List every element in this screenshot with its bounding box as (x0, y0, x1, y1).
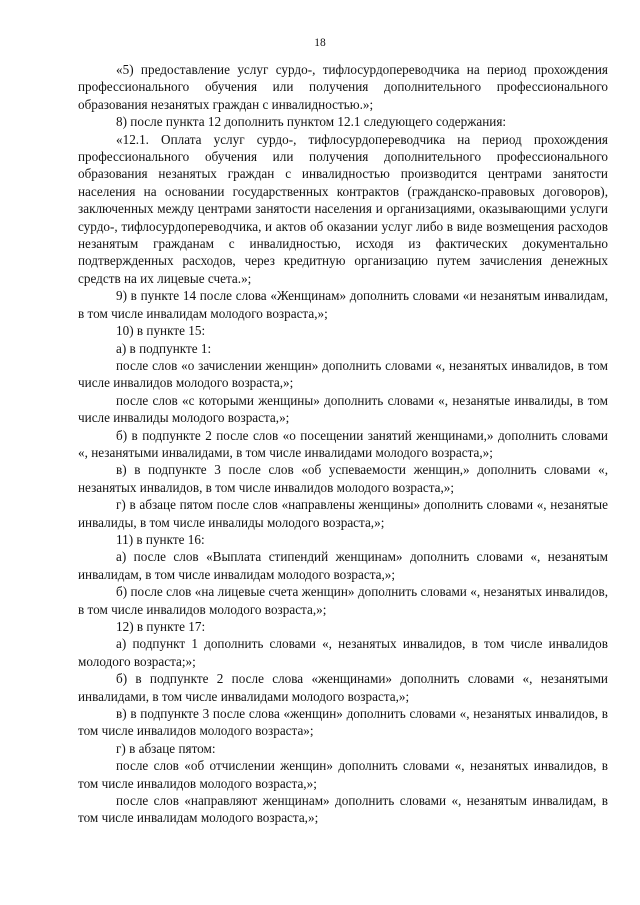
paragraph-11-b: б) после слов «на лицевые счета женщин» дополнить словами «, незанятых инвалидов, в том числе инвалидов молодого возраста,»; (78, 584, 608, 617)
paragraph-10-b: б) в подпункте 2 после слов «о посещении занятий женщинами,» дополнить словами «, незанятыми инвалидами, в том числе инвалидами молодого возраста,»; (78, 427, 608, 460)
paragraph-amendment-9: 9) в пункте 14 после слова «Женщинам» дополнить словами «и незанятым инвалидам, в том числе инвалидам молодого возраста,»; (78, 288, 608, 321)
paragraph-amendment-8: 8) после пункта 12 дополнить пунктом 12.1 следующего содержания: (116, 114, 507, 130)
paragraph-item-5-provision: «5) предоставление услуг сурдо-, тифлосурдопереводчика на период прохождения профессионального обучения или получения дополнительного профессионального образования незанятых граждан с инвалидностью.»; (78, 62, 608, 112)
paragraph-12-g: г) в абзаце пятом: (116, 740, 216, 756)
page-number: 18 (314, 37, 326, 49)
paragraph-12-a: а) подпункт 1 дополнить словами «, незанятых инвалидов, в том числе инвалидов молодого возраста;»; (78, 636, 608, 669)
paragraph-12-g-second: после слов «направляют женщинам» дополнить словами «, незанятым инвалидам, в том числе инвалидам молодого возраста,»; (78, 793, 608, 826)
paragraph-clause-12-1: «12.1. Оплата услуг сурдо-, тифлосурдопереводчика на период прохождения профессионального обучения или получения дополнительного профессионального образования незанятых граждан с инвалидностью производится центрами занятости населения на основании государственных контрактов (гражданско-правовых договоров), заключенных между центрами занятости населения и организациями, оказывающими услуги сурдо-, тифлосурдопереводчика, и актов об оказании услуг либо в виде возмещения расходов незанятым гражданам с инвалидностью, исходя из фактических документально подтвержденных расходов, через кредитную организацию путем зачисления денежных средств на их лицевые счета.»; (78, 131, 608, 286)
paragraph-amendment-11: 11) в пункте 16: (116, 531, 205, 547)
paragraph-amendment-12: 12) в пункте 17: (116, 619, 206, 634)
paragraph-12-g-first: после слов «об отчислении женщин» дополнить словами «, незанятых инвалидов, в том числе инвалидов молодого возраста,»; (78, 758, 608, 791)
paragraph-10-a-first: после слов «о зачислении женщин» дополнить словами «, незанятых инвалидов, в том числе инвалидов молодого возраста,»; (78, 357, 608, 391)
paragraph-10-a: а) в подпункте 1: (116, 340, 212, 356)
paragraph-10-g: г) в абзаце пятом после слов «направлены женщины» дополнить словами «, незанятые инвалиды, в том числе инвалиды молодого возраста,»; (78, 497, 608, 530)
paragraph-10-a-second: после слов «с которыми женщины» дополнить словами «, незанятые инвалиды, в том числе инвалиды молодого возраста,»; (78, 392, 608, 426)
paragraph-11-a: а) после слов «Выплата стипендий женщинам» дополнить словами «, незанятым инвалидам, в том числе инвалидам молодого возраста,»; (78, 549, 608, 582)
paragraph-10-v: в) в подпункте 3 после слов «об успеваемости женщин,» дополнить словами «, незанятых инвалидов, в том числе инвалидов молодого возраста,»; (78, 462, 608, 495)
paragraph-12-v: в) в подпункте 3 после слова «женщин» дополнить словами «, незанятых инвалидов, в том числе инвалидов молодого возраста»; (78, 706, 608, 739)
document-body (78, 61, 608, 827)
paragraph-amendment-10: 10) в пункте 15: (116, 323, 206, 339)
paragraph-12-b: б) в подпункте 2 после слова «женщинами» дополнить словами «, незанятыми инвалидами, в том числе инвалидами молодого возраста,»; (78, 671, 608, 704)
